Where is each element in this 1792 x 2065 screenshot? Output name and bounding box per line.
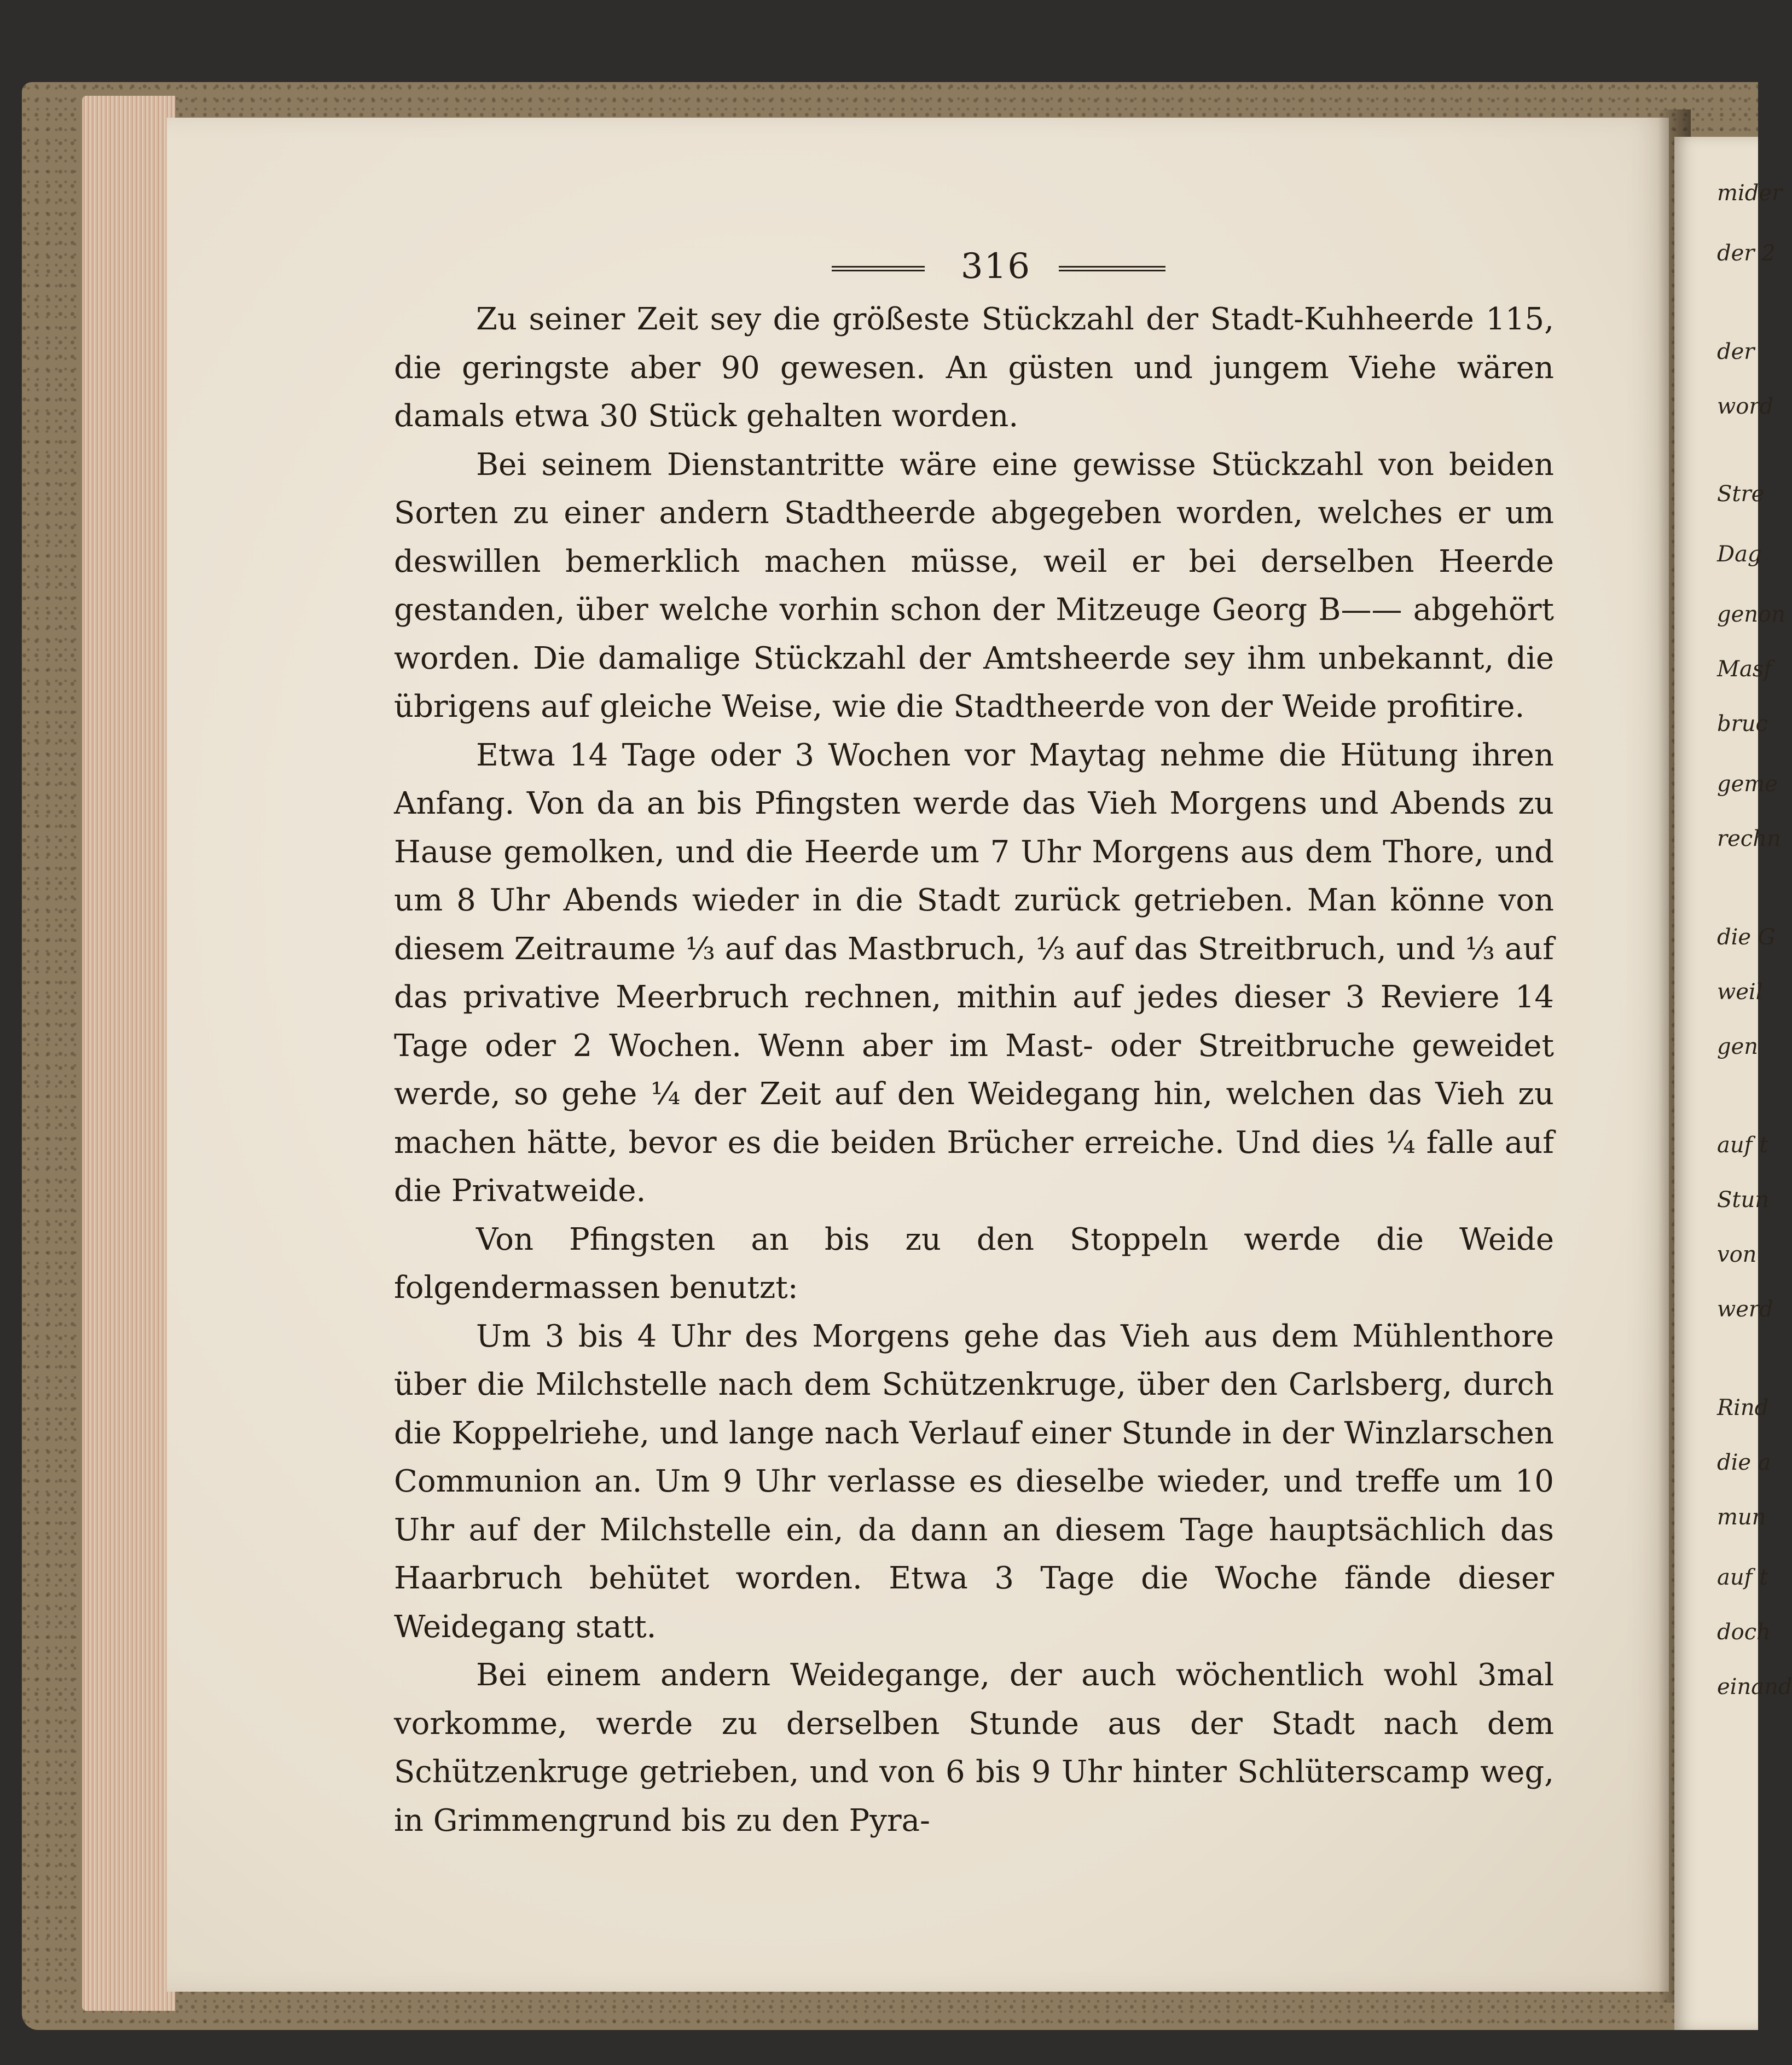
page-block-edge <box>82 96 175 2011</box>
facing-page-fragment: mider <box>1717 181 1783 206</box>
header-rule-left <box>832 266 925 271</box>
facing-page-fragment: word <box>1717 394 1774 419</box>
facing-page-fragment: Masf <box>1717 657 1772 682</box>
facing-page-fragment: weil <box>1717 979 1763 1005</box>
paragraph: Etwa 14 Tage oder 3 Wochen vor Maytag nehme die Hütung ihren Anfang. Von da an bis Pfingsten werde das Vieh Morgens und Abends zu Hause gemolken, und die Heerde um 7 Uhr Morgens aus dem Thore, und um 8 Uhr Abends wieder in die Stadt zurück getrieben. Man könne von diesem Zeitraume ⅓ auf das Mastbruch, ⅓ auf das Streitbruch, und ⅓ auf das privative Meerbruch rechnen, mithin auf jedes dieser 3 Reviere 14 Tage oder 2 Wochen. Wenn aber im Mast- oder Streitbruche geweidet werde, so gehe ¼ der Zeit auf den Weidegang hin, welchen das Vieh zu machen hätte, bevor es die beiden Brücher erreiche. Und dies ¼ falle auf die Privatweide. <box>394 737 1554 1209</box>
facing-page-fragment: Stun <box>1717 1187 1769 1213</box>
paragraph: Um 3 bis 4 Uhr des Morgens gehe das Vieh aus dem Mühlenthore über die Milchstelle nach dem Schützenkruge, über den Carlsberg, durch die Koppelriehe, und lange nach Verlauf einer Stunde in der Winzlarschen Communion an. Um 9 Uhr verlasse es dieselbe wieder, und treffe um 10 Uhr auf der Milchstelle ein, da dann an diesem Tage hauptsächlich das Haarbruch behütet worden. Etwa 3 Tage die Woche fände dieser Weidegang statt. <box>394 1318 1554 1645</box>
facing-page-fragment: die G <box>1717 925 1776 950</box>
facing-page-fragment: genon <box>1717 602 1785 627</box>
facing-page-fragment: Rind <box>1717 1395 1769 1420</box>
paragraph: Zu seiner Zeit sey die größeste Stückzahl der Stadt-Kuhheerde 115, die geringste aber 90 gewesen. An güsten und jungem Viehe wären damals etwa 30 Stück gehalten worden. <box>394 301 1554 434</box>
facing-page-fragment: auf t <box>1717 1133 1768 1158</box>
facing-page-fragment: der 2 <box>1717 241 1776 266</box>
facing-page-fragment: der <box>1717 339 1755 364</box>
facing-page-fragment: doch <box>1717 1620 1771 1645</box>
paragraph: Bei einem andern Weidegange, der auch wöchentlich wohl 3mal vorkomme, werde zu derselben Stunde aus der Stadt nach dem Schützenkruge getrieben, und von 6 bis 9 Uhr hinter Schlüterscamp weg, in Grimmengrund bis zu den Pyra- <box>394 1657 1554 1838</box>
facing-page-fragment: Stre <box>1717 482 1765 507</box>
header-rule-right <box>1059 266 1165 271</box>
paragraph: Von Pfingsten an bis zu den Stoppeln werde die Weide folgendermassen benutzt: <box>394 1221 1554 1306</box>
facing-page-fragment: die a <box>1717 1450 1771 1475</box>
facing-page-fragment: auf t <box>1717 1565 1768 1590</box>
facing-page-fragment: bruc <box>1717 711 1768 736</box>
facing-page-fragment: werd <box>1717 1297 1773 1322</box>
facing-page-fragment: rechn <box>1717 826 1781 851</box>
facing-page-fragment: gen <box>1717 1034 1759 1059</box>
facing-page-fragment: Dag <box>1717 542 1762 567</box>
page-number: 316 <box>960 246 1031 287</box>
facing-page <box>1674 137 1792 2030</box>
paragraph: Bei seinem Dienstantritte wäre eine gewisse Stückzahl von beiden Sorten zu einer andern Stadtheerde abgegeben worden, welches er um deswillen bemerklich machen müsse, weil er bei derselben Heerde gestanden, über welche vorhin schon der Mitzeuge Georg B—— abgehört worden. Die damalige Stückzahl der Amtsheerde sey ihm unbekannt, die übrigens auf gleiche Weise, wie die Stadtheerde von der Weide profitire. <box>394 446 1554 724</box>
facing-page-fragment: von <box>1717 1242 1757 1267</box>
facing-page-fragment: einand <box>1717 1674 1792 1699</box>
text-body <box>394 295 1554 1845</box>
facing-page-fragment: geme <box>1717 772 1778 797</box>
facing-page-fragment: mun <box>1717 1505 1766 1530</box>
